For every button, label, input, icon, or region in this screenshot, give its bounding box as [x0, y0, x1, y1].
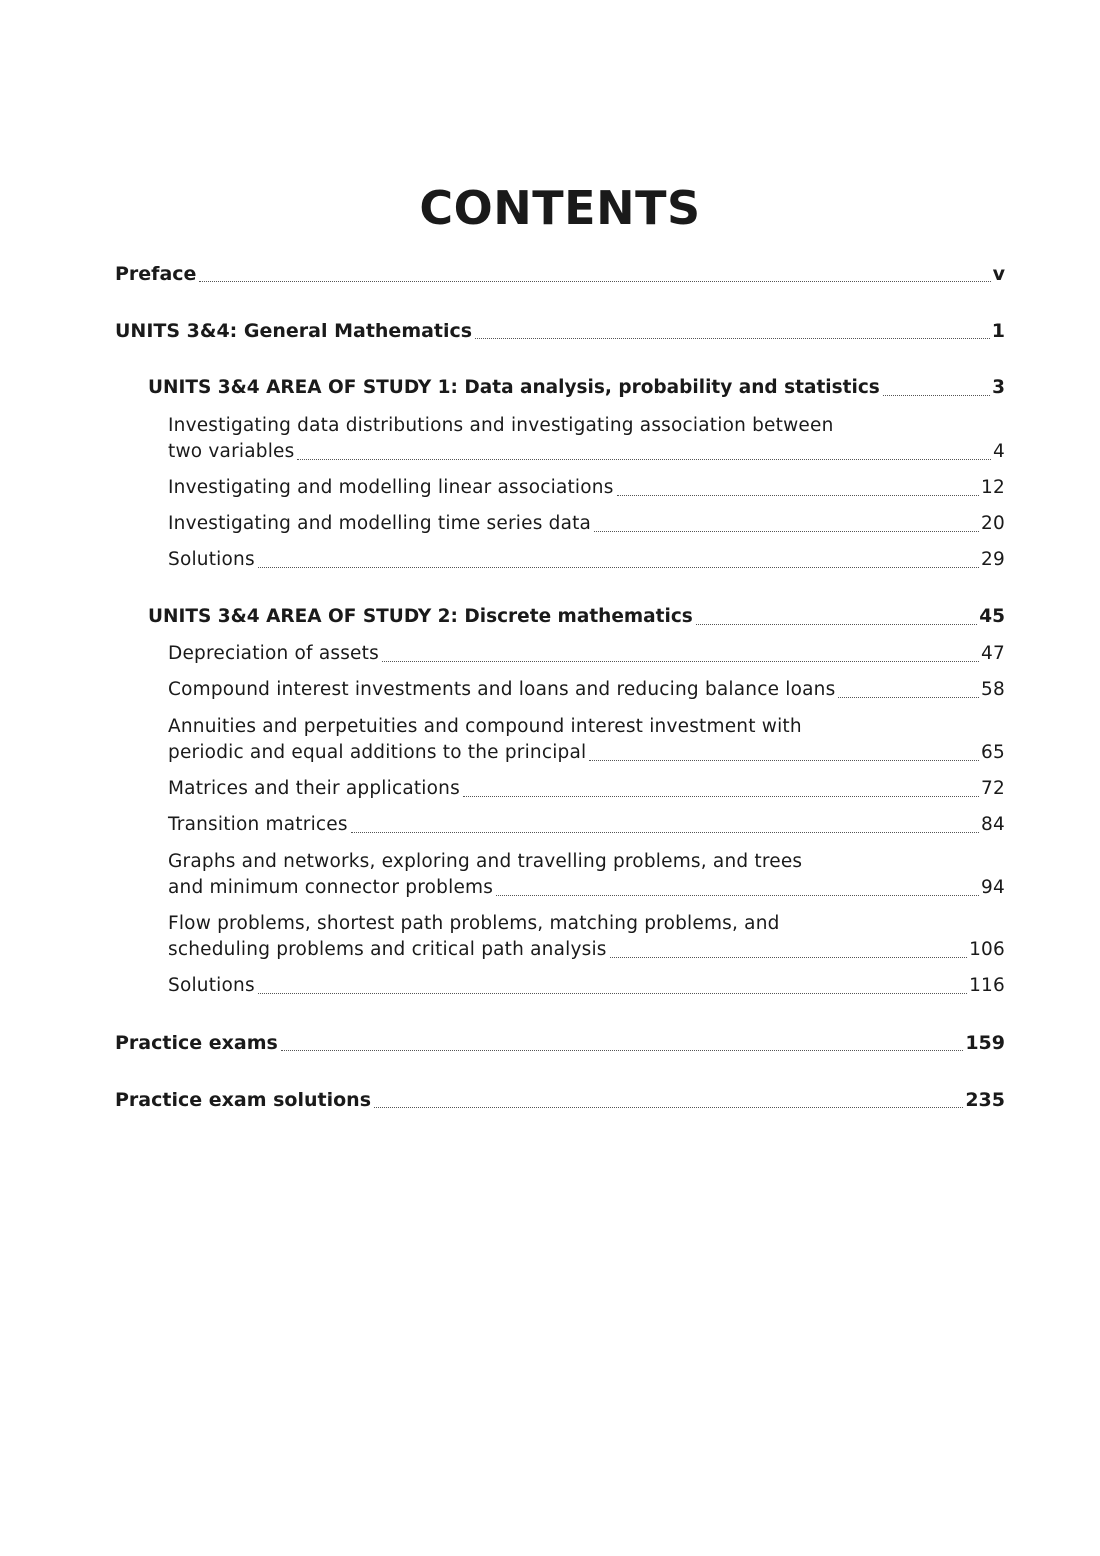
- toc-entry-transition-matrices[interactable]: [168, 812, 1005, 838]
- toc-entry-page: 12: [981, 477, 1005, 498]
- toc-entry-page: 106: [969, 939, 1005, 960]
- toc-entry-label: Depreciation of assets: [168, 643, 379, 664]
- toc-entry-page: 72: [981, 778, 1005, 799]
- toc-entry-preface[interactable]: [115, 261, 1005, 287]
- dot-leader: [297, 458, 991, 460]
- toc-entry-graphs-networks[interactable]: [168, 849, 1005, 901]
- toc-entry-label-line1: Graphs and networks, exploring and travelling problems, and trees: [168, 851, 803, 872]
- toc-entry-depreciation[interactable]: [168, 641, 1005, 667]
- toc-entry-label: UNITS 3&4 AREA OF STUDY 2: Discrete mathematics: [148, 606, 693, 627]
- toc-entry-page: 29: [981, 549, 1005, 570]
- toc-entry-label: UNITS 3&4 AREA OF STUDY 1: Data analysis, probability and statistics: [148, 377, 880, 398]
- dot-leader: [838, 696, 979, 698]
- dot-leader: [199, 280, 990, 282]
- toc-entry-label-line1: Annuities and perpetuities and compound interest investment with: [168, 716, 802, 737]
- dot-leader: [610, 956, 967, 958]
- dot-leader: [496, 894, 979, 896]
- toc-entry-compound-interest[interactable]: [168, 677, 1005, 703]
- toc-entry-page: 65: [981, 742, 1005, 763]
- toc-entry-page: 116: [969, 975, 1005, 996]
- toc-entry-label: Investigating and modelling linear associations: [168, 477, 614, 498]
- dot-leader: [617, 494, 979, 496]
- toc-entry-units[interactable]: [115, 318, 1005, 344]
- toc-entry-page: 20: [981, 513, 1005, 534]
- toc-entry-label: Compound interest investments and loans and reducing balance loans: [168, 679, 836, 700]
- toc-entry-data-distributions[interactable]: [168, 413, 1005, 465]
- toc-entry-page: 1: [991, 320, 1005, 342]
- toc-entry-page: 4: [993, 441, 1005, 462]
- dot-leader: [351, 831, 979, 833]
- toc-entry-label: Matrices and their applications: [168, 778, 460, 799]
- toc-entry-flow-problems[interactable]: [168, 911, 1005, 963]
- toc-entry-label: Practice exam solutions: [115, 1089, 371, 1111]
- toc-entry-label: UNITS 3&4: General Mathematics: [115, 320, 473, 342]
- toc-entry-page: 159: [965, 1032, 1005, 1054]
- toc-entry-matrices[interactable]: [168, 776, 1005, 802]
- toc-entry-practice-exams[interactable]: [115, 1030, 1005, 1056]
- toc-entry-area-of-study-1[interactable]: [148, 375, 1005, 401]
- toc-entry-label-line1: Flow problems, shortest path problems, matching problems, and: [168, 913, 780, 934]
- toc-entry-label: Solutions: [168, 549, 255, 570]
- toc-entry-label-line1: Investigating data distributions and investigating association between: [168, 415, 834, 436]
- toc-entry-page: 84: [981, 814, 1005, 835]
- toc-entry-page: 58: [981, 679, 1005, 700]
- dot-leader: [258, 566, 979, 568]
- toc-entry-label-line2: and minimum connector problems: [168, 877, 494, 898]
- toc-entry-solutions-2[interactable]: [168, 973, 1005, 999]
- toc-entry-time-series[interactable]: [168, 511, 1005, 537]
- dot-leader: [475, 337, 990, 339]
- toc-entry-label: Solutions: [168, 975, 255, 996]
- toc-entry-solutions-1[interactable]: [168, 547, 1005, 573]
- toc-entry-linear-associations[interactable]: [168, 475, 1005, 501]
- toc-entry-practice-exam-solutions[interactable]: [115, 1087, 1005, 1113]
- dot-leader: [463, 795, 979, 797]
- toc-entry-label: Preface: [115, 263, 197, 285]
- toc-entry-page: v: [992, 263, 1005, 285]
- dot-leader: [281, 1049, 964, 1051]
- toc-entry-label-line2: two variables: [168, 441, 295, 462]
- toc-entry-page: 3: [992, 377, 1005, 398]
- dot-leader: [374, 1106, 963, 1108]
- toc-entry-label-line2: scheduling problems and critical path analysis: [168, 939, 607, 960]
- toc-entry-page: 45: [979, 606, 1005, 627]
- toc-entry-area-of-study-2[interactable]: [148, 604, 1005, 630]
- toc-entry-label: Practice exams: [115, 1032, 278, 1054]
- dot-leader: [589, 759, 979, 761]
- dot-leader: [382, 660, 979, 662]
- toc-entry-label-line2: periodic and equal additions to the principal: [168, 742, 587, 763]
- dot-leader: [883, 394, 990, 396]
- dot-leader: [696, 623, 977, 625]
- toc-entry-page: 94: [981, 877, 1005, 898]
- dot-leader: [258, 992, 967, 994]
- toc-entry-label: Transition matrices: [168, 814, 348, 835]
- toc-entry-label: Investigating and modelling time series data: [168, 513, 592, 534]
- toc-entry-page: 235: [965, 1089, 1005, 1111]
- dot-leader: [594, 530, 979, 532]
- toc-entry-annuities[interactable]: [168, 714, 1005, 766]
- page-title: CONTENTS: [419, 181, 701, 235]
- toc-entry-page: 47: [981, 643, 1005, 664]
